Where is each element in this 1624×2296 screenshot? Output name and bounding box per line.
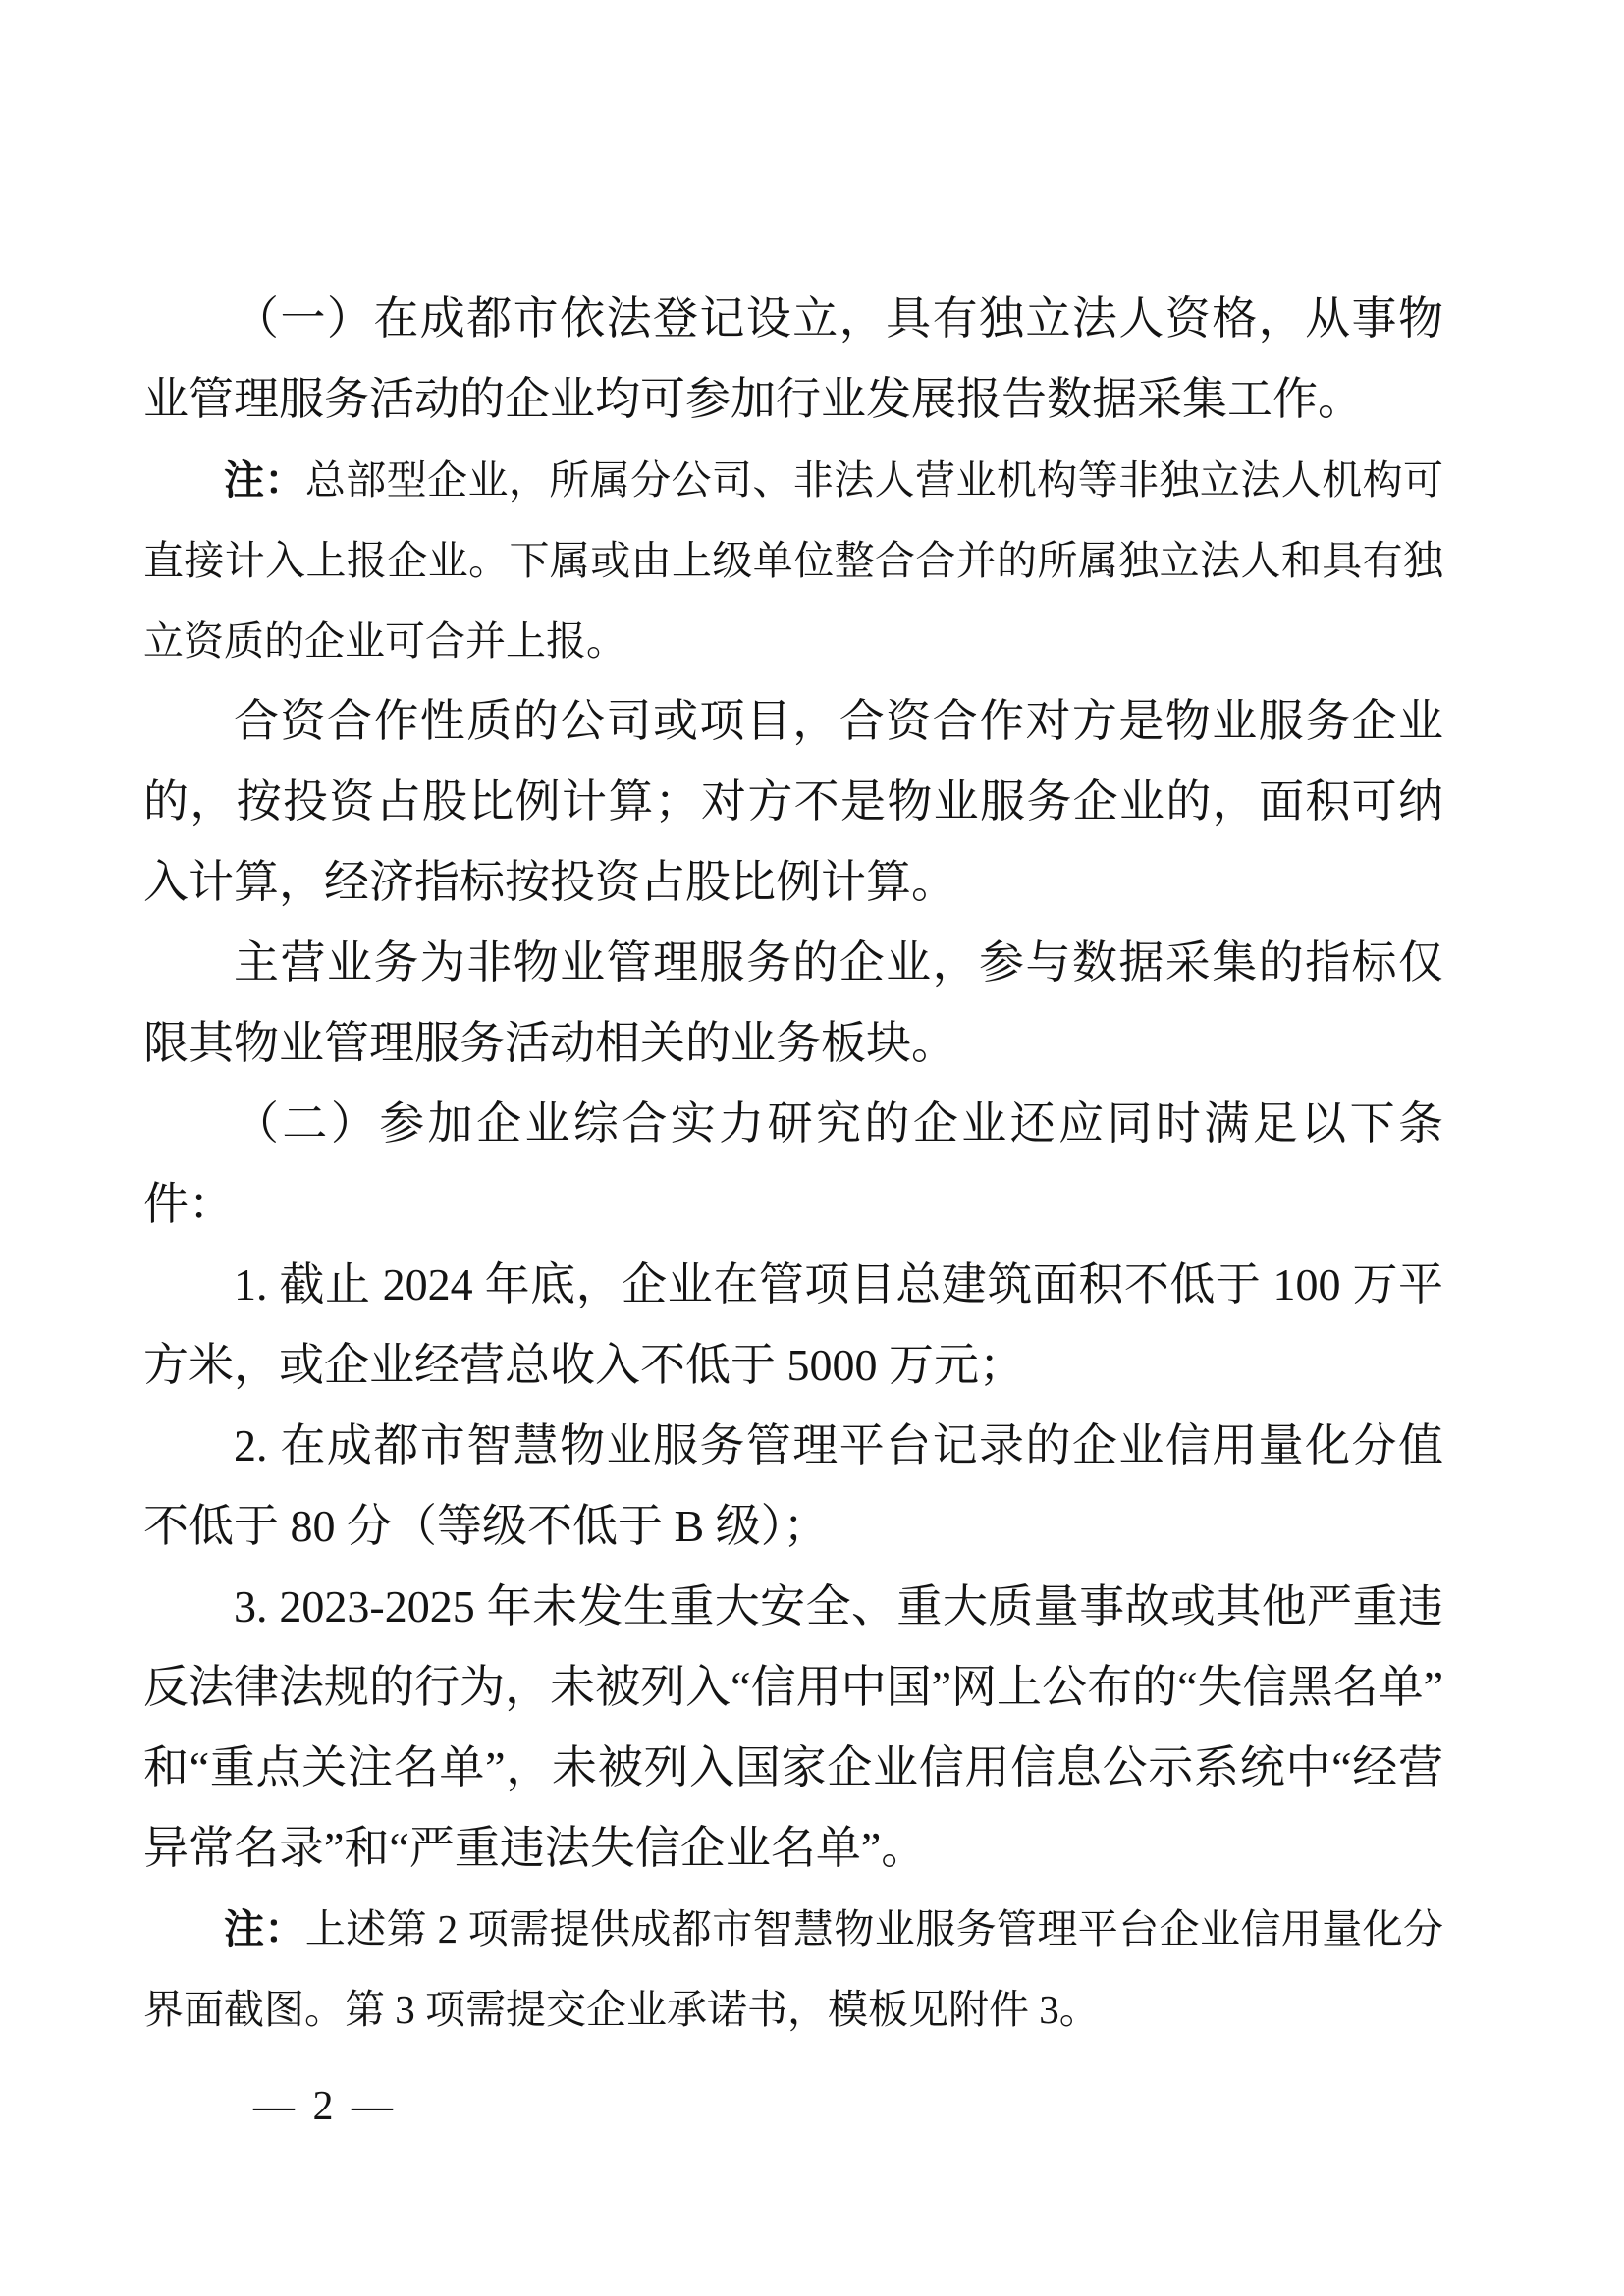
paragraph-text: 1. 截止 2024 年底，企业在管项目总建筑面积不低于 100 万平方米，或企业经营总收入不低于 5000 万元； [143, 1259, 1443, 1390]
page-number: — 2 — [253, 2084, 397, 2129]
document-body [143, 279, 1443, 2050]
paragraph-condition-2 [143, 1406, 1443, 1567]
paragraph-condition-1 [143, 1245, 1443, 1406]
paragraph-note-1 [143, 440, 1443, 681]
paragraph-item-1 [143, 279, 1443, 440]
note-label: 注： [224, 1906, 305, 1951]
paragraph-main-business [143, 923, 1443, 1084]
paragraph-text: 3. 2023-2025 年未发生重大安全、重大质量事故或其他严重违反法律法规的行为，未被列入“信用中国”网上公布的“失信黑名单”和“重点关注名单”，未被列入国家企业信用信息公示系统中“经营异常名录”和“严重违法失信企业名单”。 [143, 1581, 1443, 1873]
paragraph-item-2-heading [143, 1084, 1443, 1245]
paragraph-condition-3 [143, 1567, 1443, 1889]
note-label: 注： [224, 457, 305, 503]
paragraph-note-2 [143, 1889, 1443, 2050]
paragraph-text: 上述第 2 项需提供成都市智慧物业服务管理平台企业信用量化分界面截图。第 3 项需提交企业承诺书，模板见附件 3。 [143, 1906, 1444, 2032]
paragraph-joint-venture [143, 681, 1443, 923]
paragraph-text: 总部型企业，所属分公司、非法人营业机构等非独立法人机构可直接计入上报企业。下属或由上级单位整合合并的所属独立法人和具有独立资质的企业可合并上报。 [143, 457, 1443, 664]
paragraph-text: 主营业务为非物业管理服务的企业，参与数据采集的指标仅限其物业管理服务活动相关的业务板块。 [143, 937, 1443, 1068]
paragraph-text: 合资合作性质的公司或项目，合资合作对方是物业服务企业的，按投资占股比例计算；对方不是物业服务企业的，面积可纳入计算，经济指标按投资占股比例计算。 [143, 696, 1443, 907]
paragraph-text: 2. 在成都市智慧物业服务管理平台记录的企业信用量化分值不低于 80 分（等级不低于 B 级）； [143, 1420, 1443, 1551]
paragraph-text: （一）在成都市依法登记设立，具有独立法人资格，从事物业管理服务活动的企业均可参加行业发展报告数据采集工作。 [143, 294, 1443, 424]
paragraph-text: （二）参加企业综合实力研究的企业还应同时满足以下条件： [143, 1098, 1443, 1229]
